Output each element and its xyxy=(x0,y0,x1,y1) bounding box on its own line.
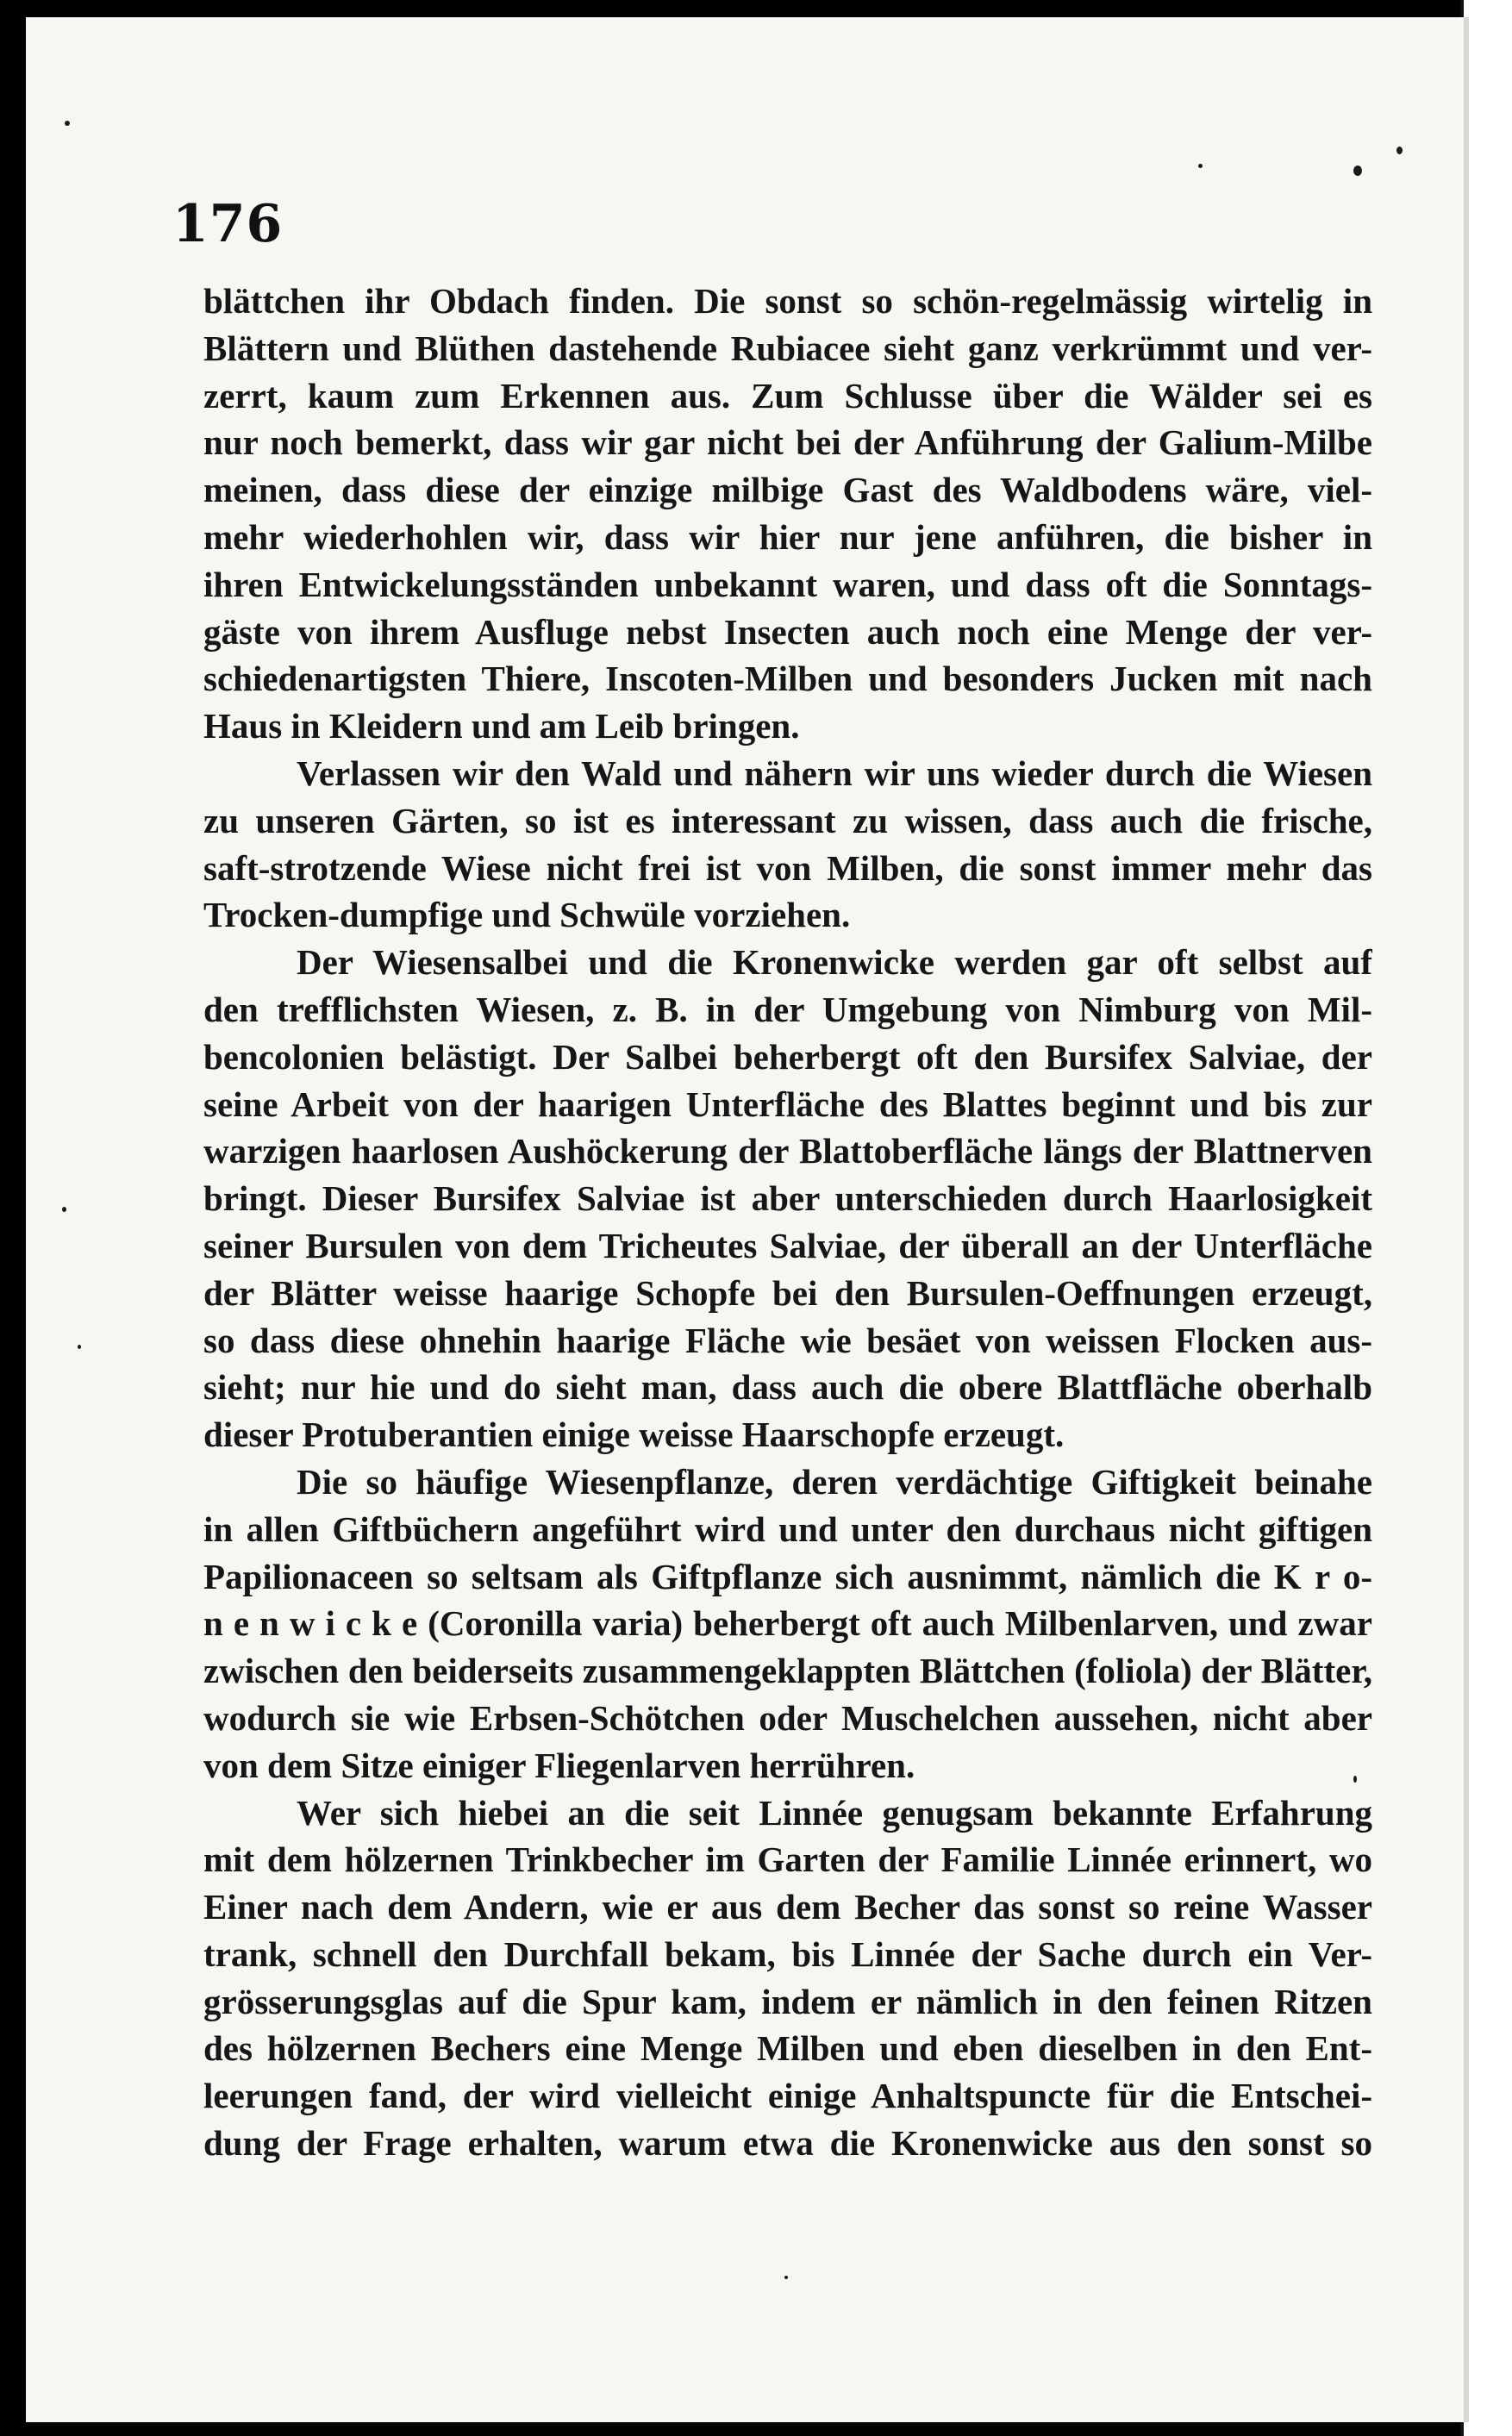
text-line: Blättern und Blüthen dastehende Rubiacee sieht ganz verkrümmt und ver- xyxy=(203,328,1372,368)
text-line: Einer nach dem Andern, wie er aus dem Becher das sonst so reine Wasser xyxy=(203,1887,1372,1927)
text-line: dung der Frage erhalten, warum etwa die Kronenwicke aus den sonst so xyxy=(203,2123,1372,2164)
paragraph xyxy=(203,278,1372,750)
paragraph xyxy=(203,1458,1372,1790)
text-line: Verlassen wir den Wald und nähern wir uns wieder durch die Wiesen xyxy=(297,753,1372,793)
scan-speck xyxy=(1353,166,1362,176)
text-line: trank, schnell den Durchfall bekam, bis Linnée der Sache durch ein Ver- xyxy=(203,1933,1372,1974)
text-line: meinen, dass diese der einzige milbige Gast des Waldbodens wäre, viel- xyxy=(203,470,1372,510)
paragraph xyxy=(203,1790,1372,2167)
text-line: zerrt, kaum zum Erkennen aus. Zum Schlusse über die Wälder sei es xyxy=(203,375,1372,415)
text-line: zu unseren Gärten, so ist es interessant zu wissen, dass auch die frische, xyxy=(203,800,1372,840)
text-line: seiner Bursulen von dem Tricheutes Salviae, der überall an der Unterfläche xyxy=(203,1225,1372,1265)
scan-speck xyxy=(65,121,70,126)
paragraph xyxy=(203,939,1372,1458)
text-line: mit dem hölzernen Trinkbecher im Garten der Familie Linnée erinnert, wo xyxy=(203,1839,1372,1880)
text-line: Trocken-dumpfige und Schwüle vorziehen. xyxy=(203,895,851,935)
text-line: den trefflichsten Wiesen, z. B. in der Umgebung von Nimburg von Mil- xyxy=(203,989,1372,1029)
text-line: bencolonien belästigt. Der Salbei beherbergt oft den Bursifex Salviae, der xyxy=(203,1036,1372,1077)
text-line: nur noch bemerkt, dass wir gar nicht bei der Anführung der Galium-Milbe xyxy=(203,422,1372,463)
text-line: seine Arbeit von der haarigen Unterfläche des Blattes beginnt und bis zur xyxy=(203,1084,1372,1124)
text-line: wodurch sie wie Erbsen-Schötchen oder Muschelchen aussehen, nicht aber xyxy=(203,1697,1372,1738)
text-line: von dem Sitze einiger Fliegenlarven herrühren. xyxy=(203,1745,915,1785)
text-line: warzigen haarlosen Aushöckerung der Blattoberfläche längs der Blattnerven xyxy=(203,1131,1372,1171)
text-line: Wer sich hiebei an die seit Linnée genugsam bekannte Erfahrung xyxy=(297,1792,1372,1833)
scan-speck xyxy=(1396,147,1403,154)
text-line: in allen Giftbüchern angeführt wird und unter den durchaus nicht giftigen xyxy=(203,1508,1372,1549)
text-line: schiedenartigsten Thiere, Inscoten-Milben und besonders Jucken mit nach xyxy=(203,659,1372,699)
text-line: Die so häufige Wiesenpflanze, deren verdächtige Giftigkeit beinahe xyxy=(297,1461,1372,1502)
scan-speck xyxy=(1198,164,1203,168)
text-line: Haus in Kleidern und am Leib bringen. xyxy=(203,706,800,746)
text-line: ihren Entwickelungsständen unbekannt waren, und dass oft die Sonntags- xyxy=(203,564,1372,604)
text-line: dieser Protuberantien einige weisse Haarschopfe erzeugt. xyxy=(203,1415,1065,1455)
text-line: Papilionaceen so seltsam als Giftpflanze sich ausnimmt, nämlich die K r o- xyxy=(203,1556,1372,1596)
text-line: blättchen ihr Obdach finden. Die sonst so schön-regelmässig wirtelig in xyxy=(203,281,1372,321)
text-line: bringt. Dieser Bursifex Salviae ist aber unterschieden durch Haarlosigkeit xyxy=(203,1178,1372,1219)
text-line: n e n w i c k e (Coronilla varia) beherbergt oft auch Milbenlarven, und zwar xyxy=(203,1603,1372,1644)
text-line: zwischen den beiderseits zusammengeklappten Blättchen (foliola) der Blätter, xyxy=(203,1651,1372,1691)
text-line: sieht; nur hie und do sieht man, dass auch die obere Blattfläche oberhalb xyxy=(203,1367,1372,1408)
text-line: gäste von ihrem Ausfluge nebst Insecten auch noch eine Menge der ver- xyxy=(203,611,1372,652)
text-line: des hölzernen Bechers eine Menge Milben und eben dieselben in den Ent- xyxy=(203,2028,1372,2069)
text-line: leerungen fand, der wird vielleicht einige Anhaltspuncte für die Entschei- xyxy=(203,2076,1372,2116)
scan-speck xyxy=(784,2276,788,2279)
text-line: der Blätter weisse haarige Schopfe bei den Bursulen-Oeffnungen erzeugt, xyxy=(203,1272,1372,1313)
text-line: mehr wiederhohlen wir, dass wir hier nur jene anführen, die bisher in xyxy=(203,516,1372,557)
paragraph xyxy=(203,750,1372,939)
scan-speck xyxy=(78,1345,81,1349)
page-number: 176 xyxy=(172,194,284,254)
text-line: so dass diese ohnehin haarige Fläche wie besäet von weissen Flocken aus- xyxy=(203,1320,1372,1360)
text-line: Der Wiesensalbei und die Kronenwicke werden gar oft selbst auf xyxy=(297,942,1372,983)
text-line: grösserungsglas auf die Spur kam, indem er nämlich in den feinen Ritzen xyxy=(203,1981,1372,2021)
body-text xyxy=(203,278,1372,2167)
text-line: saft-strotzende Wiese nicht frei ist von Milben, die sonst immer mehr das xyxy=(203,847,1372,888)
scan-speck xyxy=(62,1207,66,1212)
